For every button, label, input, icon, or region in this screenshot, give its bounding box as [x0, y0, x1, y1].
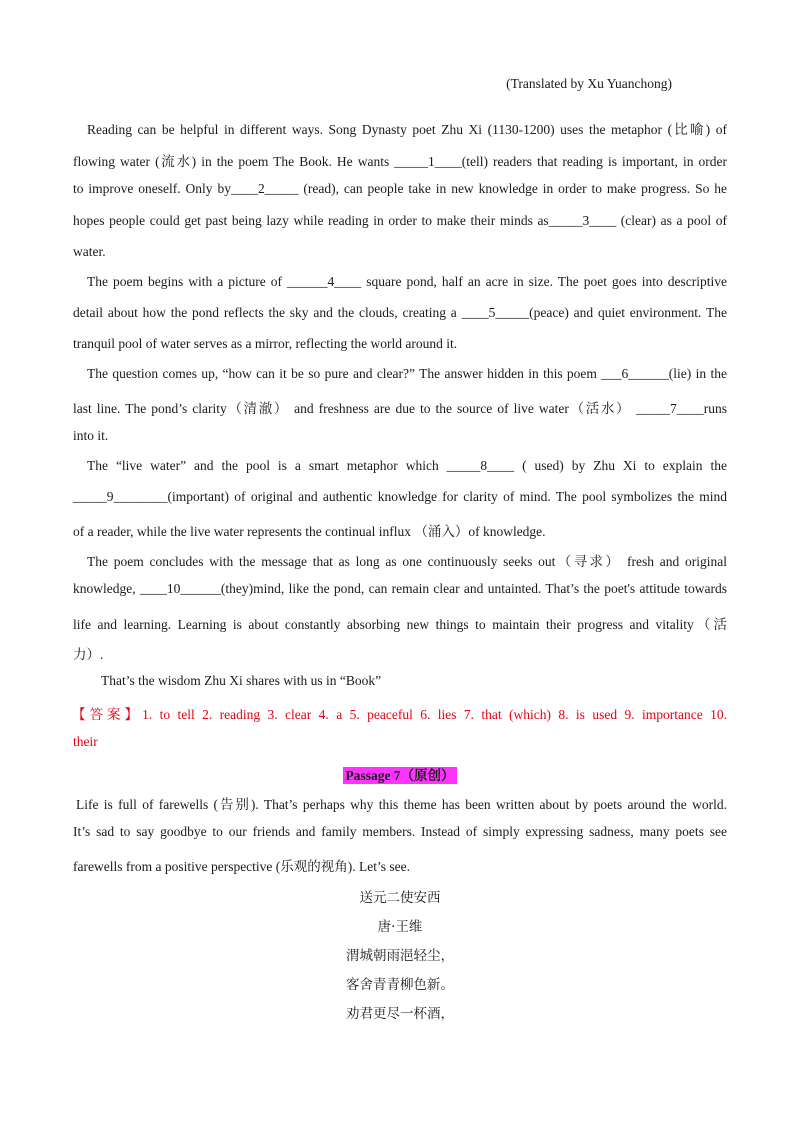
p1-line-4: hopes people could get past being lazy while reading in order to make their minds as_____3____ (clear) as a pool of [73, 213, 727, 228]
poem-line-2: 客舍青青柳色新。 [346, 977, 454, 993]
p7-intro-line-2: It’s sad to say goodbye to our friends and family members. Instead of simply expressing sadness, many poets see [73, 824, 727, 839]
p5-line-3: life and learning. Learning is about constantly absorbing new things to maintain their progress and vitality（活 [73, 617, 727, 632]
poem-author: 唐·王维 [377, 919, 423, 935]
poem-title: 送元二使安西 [359, 890, 441, 906]
p2-line-1: The poem begins with a picture of ______4____ square pond, half an acre in size. The poet goes into descriptive [87, 274, 727, 289]
p7-intro-line-1: Life is full of farewells (告别). That’s perhaps why this theme has been written about by poets around the world. [76, 797, 727, 812]
p1-line-5: water. [73, 244, 106, 259]
p1-line-1: Reading can be helpful in different ways. Song Dynasty poet Zhu Xi (1130-1200) uses the metaphor (比喻) of [87, 122, 727, 137]
passage-7-heading-row [0, 764, 800, 784]
p4-line-2: _____9________(important) of original and authentic knowledge for clarity of mind. The pool symbolizes the mind [73, 489, 727, 504]
p5-line-4: 力）. [73, 647, 104, 662]
p2-line-3: tranquil pool of water serves as a mirror, reflecting the world around it. [73, 336, 458, 351]
p3-line-2: last line. The pond’s clarity（清澈） and freshness are due to the source of live water（活水） _____7____runs [73, 401, 727, 416]
p3-line-1: The question comes up, “how can it be so pure and clear?” The answer hidden in this poem ___6______(lie) in the [87, 366, 727, 381]
p1-line-2: flowing water (流水) in the poem The Book. He wants _____1____(tell) readers that reading is important, in order [73, 154, 727, 169]
p4-line-1: The “live water” and the pool is a smart metaphor which _____8____ ( used) by Zhu Xi to explain the [87, 458, 727, 473]
p2-line-2: detail about how the pond reflects the sky and the clouds, creating a ____5_____(peace) and quiet environment. The [73, 305, 727, 320]
p5-line-2: knowledge, ____10______(they)mind, like the pond, can remain clear and untainted. That’s the poet's attitude towards [73, 581, 727, 596]
translator-note: (Translated by Xu Yuanchong) [506, 76, 672, 91]
p1-line-3: to improve oneself. Only by____2_____ (read), can people take in new knowledge in order to make progress. So he [73, 181, 727, 196]
answer-key-line-2: their [73, 734, 98, 749]
passage-7-heading: Passage 7（原创） [345, 768, 455, 783]
p3-line-3: into it. [73, 428, 109, 443]
poem-line-1: 渭城朝雨浥轻尘， [346, 948, 454, 964]
p4-line-3: of a reader, while the live water represents the continual influx （涌入）of knowledge. [73, 524, 546, 539]
answer-key-line-1: 【答案】1. to tell 2. reading 3. clear 4. a 5. peaceful 6. lies 7. that (which) 8. is used 9. importance 10. [72, 707, 727, 722]
p7-intro-line-3: farewells from a positive perspective (乐观的视角). Let’s see. [73, 859, 411, 874]
closing-line: That’s the wisdom Zhu Xi shares with us in “Book” [101, 673, 382, 688]
p5-line-1: The poem concludes with the message that as long as one continuously seeks out（寻求） fresh and original [87, 554, 727, 569]
poem-line-3: 劝君更尽一杯酒， [346, 1006, 454, 1022]
